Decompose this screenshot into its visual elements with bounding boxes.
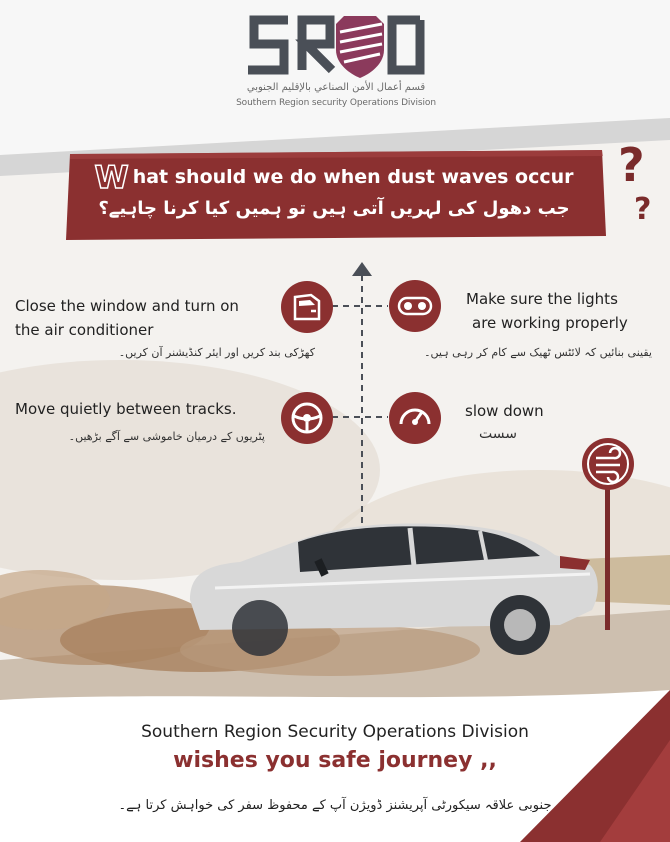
headlights-icon bbox=[389, 280, 441, 332]
title-banner bbox=[66, 150, 608, 242]
tip-lights-line2: are working properly bbox=[472, 314, 628, 332]
logo-arabic-text: قسم أعمال الأمن الصناعي بالإقليم الجنوبي bbox=[246, 82, 426, 93]
banner-title-rest: hat should we do when dust waves occur bbox=[132, 166, 574, 188]
tip-slow-text: slow down bbox=[465, 402, 544, 420]
wind-dust-icon bbox=[588, 444, 628, 484]
footer-title: Southern Region Security Operations Division bbox=[141, 722, 529, 742]
question-mark-icon: ? bbox=[618, 138, 645, 192]
banner-urdu-subtitle: جب دھول کی لہریں آتی ہیں تو ہمیں کیا کرنا چاہیے؟ bbox=[98, 198, 570, 219]
tip-quiet-urdu: پٹریوں کے درمیان خاموشی سے آگے بڑھیں۔ bbox=[68, 430, 265, 443]
footer-wish: wishes you safe journey ,, bbox=[173, 748, 497, 773]
logo-english-text: Southern Region security Operations Division bbox=[236, 98, 436, 108]
tip-lights-urdu: یقینی بنائیں کہ لائٹس ٹھیک سے کام کر رہی ہیں۔ bbox=[424, 346, 652, 359]
steering-wheel-icon bbox=[281, 392, 333, 444]
tip-window-urdu: کھڑکی بند کریں اور ایئر کنڈیشنر آن کریں۔ bbox=[118, 346, 315, 359]
tip-slow-urdu: سست bbox=[479, 426, 517, 442]
footer-urdu: جنوبی علاقہ سیکورٹی آپریشنز ڈویژن آپ کے محفوظ سفر کی خواہش کرتا ہے۔ bbox=[118, 798, 552, 813]
tip-window-text bbox=[15, 294, 239, 342]
tip-window-line2: the air conditioner bbox=[15, 321, 154, 339]
question-mark-small-icon: ? bbox=[634, 192, 652, 227]
tip-window-line1: Close the window and turn on bbox=[15, 297, 239, 315]
tip-quiet-text: Move quietly between tracks. bbox=[15, 400, 237, 418]
banner-title bbox=[66, 160, 602, 196]
footer bbox=[0, 706, 670, 842]
logo bbox=[236, 10, 436, 110]
tip-lights-line1: Make sure the lights bbox=[466, 290, 618, 308]
car-door-icon bbox=[281, 281, 333, 333]
srsod-logo-mark bbox=[236, 10, 436, 82]
tip-lights-text bbox=[466, 287, 628, 335]
banner-title-initial: W bbox=[94, 160, 129, 196]
speedometer-icon bbox=[389, 392, 441, 444]
